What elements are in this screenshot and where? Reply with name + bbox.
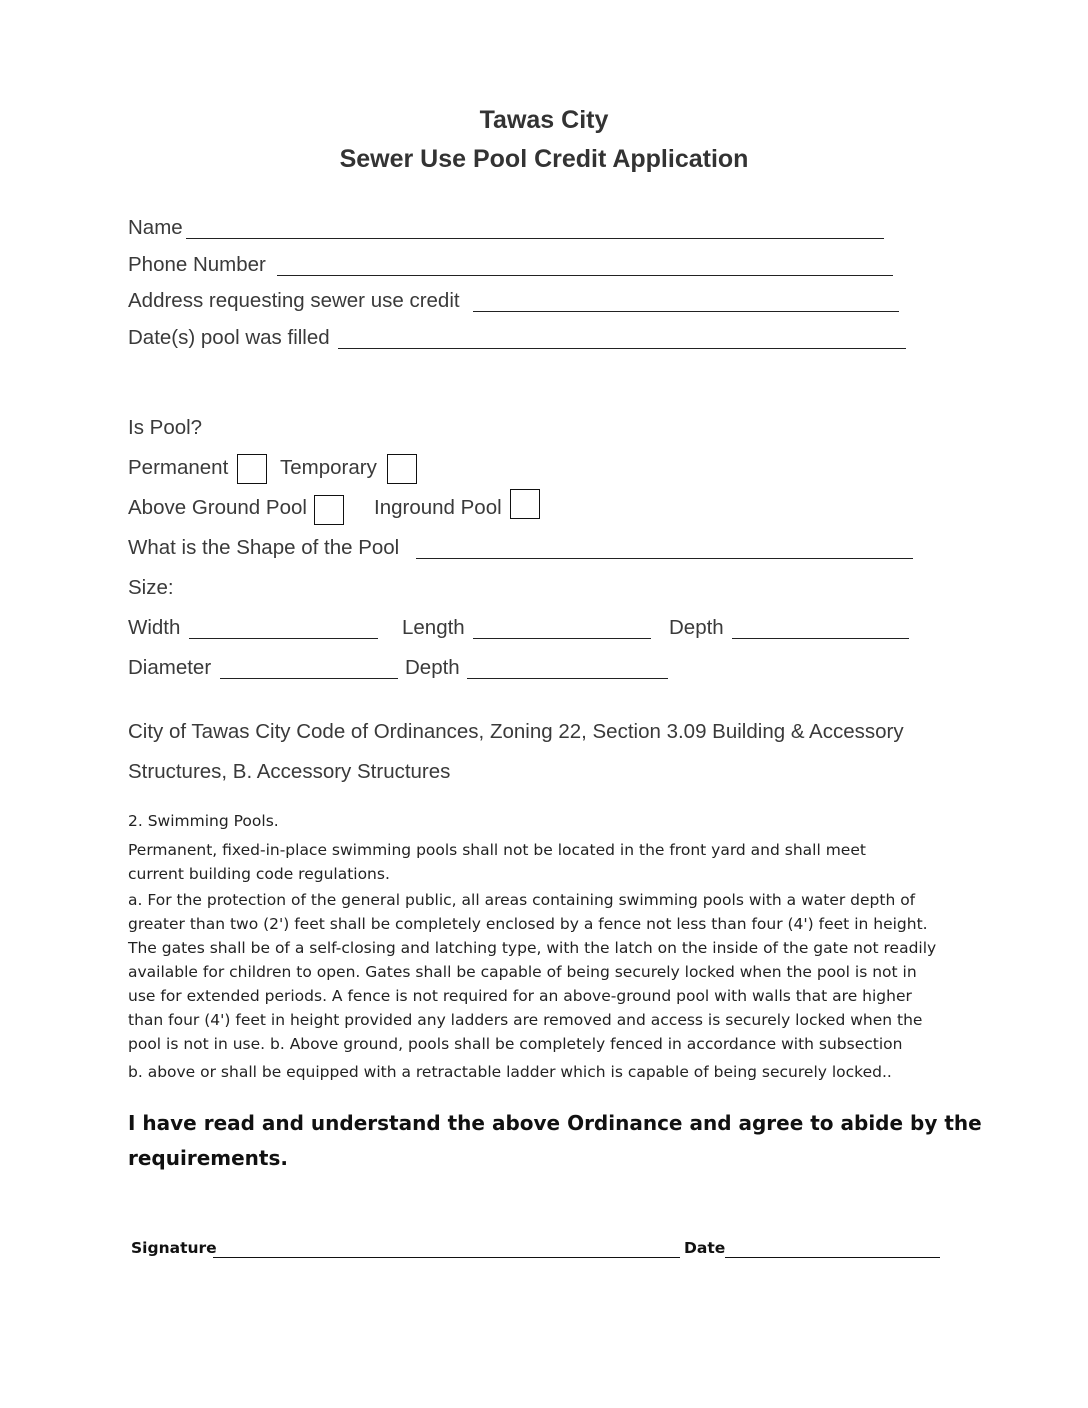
- depth-label: Depth: [669, 616, 724, 639]
- signature-field[interactable]: [213, 1257, 680, 1258]
- date-field[interactable]: [725, 1257, 940, 1258]
- ordinance-text-line: a. For the protection of the general public, all areas containing swimming pools with a water depth of: [128, 891, 916, 909]
- ordinance-text-line: Permanent, fixed-in-place swimming pools shall not be located in the front yard and shall meet: [128, 841, 866, 859]
- address-field[interactable]: [473, 311, 899, 312]
- shape-label: What is the Shape of the Pool: [128, 536, 400, 559]
- phone-field[interactable]: [277, 275, 893, 276]
- diameter-label: Diameter: [128, 656, 212, 679]
- inground-checkbox[interactable]: [510, 489, 540, 519]
- depth2-label: Depth: [405, 656, 460, 679]
- permanent-label: Permanent: [128, 456, 229, 479]
- agreement-statement-line1: I have read and understand the above Ordinance and agree to abide by the: [128, 1111, 982, 1135]
- document-subtitle: Sewer Use Pool Credit Application: [339, 145, 749, 173]
- width-label: Width: [128, 616, 181, 639]
- dates-filled-label: Date(s) pool was filled: [128, 326, 330, 349]
- temporary-checkbox[interactable]: [387, 454, 417, 484]
- width-field[interactable]: [189, 638, 378, 639]
- ordinance-reference-line1: City of Tawas City Code of Ordinances, Zoning 22, Section 3.09 Building & Accessory: [128, 720, 904, 743]
- ordinance-text-line: use for extended periods. A fence is not required for an above-ground pool with walls that are higher: [128, 987, 912, 1005]
- ordinance-text-line: than four (4') feet in height provided any ladders are removed and access is securely locked when the: [128, 1011, 923, 1029]
- signature-label: Signature: [131, 1239, 217, 1257]
- length-field[interactable]: [473, 638, 651, 639]
- length-label: Length: [402, 616, 465, 639]
- pool-question: Is Pool?: [128, 416, 203, 439]
- document-title: Tawas City: [479, 106, 609, 134]
- phone-label: Phone Number: [128, 253, 266, 276]
- shape-field[interactable]: [416, 558, 913, 559]
- name-field[interactable]: [186, 238, 884, 239]
- ordinance-text-line: pool is not in use. b. Above ground, pools shall be completely fenced in accordance with subsection: [128, 1035, 903, 1053]
- name-label: Name: [128, 216, 183, 239]
- ordinance-text-line: greater than two (2') feet shall be completely enclosed by a fence not less than four (4') feet in height.: [128, 915, 928, 933]
- above-ground-checkbox[interactable]: [314, 495, 344, 525]
- permanent-checkbox[interactable]: [237, 454, 267, 484]
- ordinance-text-line: b. above or shall be equipped with a retractable ladder which is capable of being securely locked..: [128, 1063, 892, 1081]
- agreement-statement-line2: requirements.: [128, 1146, 288, 1170]
- address-label: Address requesting sewer use credit: [128, 289, 460, 312]
- diameter-field[interactable]: [220, 678, 398, 679]
- dates-filled-field[interactable]: [338, 348, 906, 349]
- ordinance-text-line: current building code regulations.: [128, 865, 390, 883]
- inground-label: Inground Pool: [374, 496, 502, 519]
- above-ground-label: Above Ground Pool: [128, 496, 307, 519]
- ordinance-text-line: The gates shall be of a self-closing and latching type, with the latch on the inside of the gate not readily: [128, 939, 937, 957]
- ordinance-reference-line2: Structures, B. Accessory Structures: [128, 760, 451, 783]
- depth2-field[interactable]: [467, 678, 668, 679]
- depth-field[interactable]: [732, 638, 909, 639]
- ordinance-text-line: available for children to open. Gates shall be capable of being securely locked when the pool is not in: [128, 963, 917, 981]
- size-label: Size:: [128, 576, 174, 599]
- temporary-label: Temporary: [280, 456, 377, 479]
- ordinance-heading: 2. Swimming Pools.: [128, 812, 279, 830]
- date-label: Date: [684, 1239, 726, 1257]
